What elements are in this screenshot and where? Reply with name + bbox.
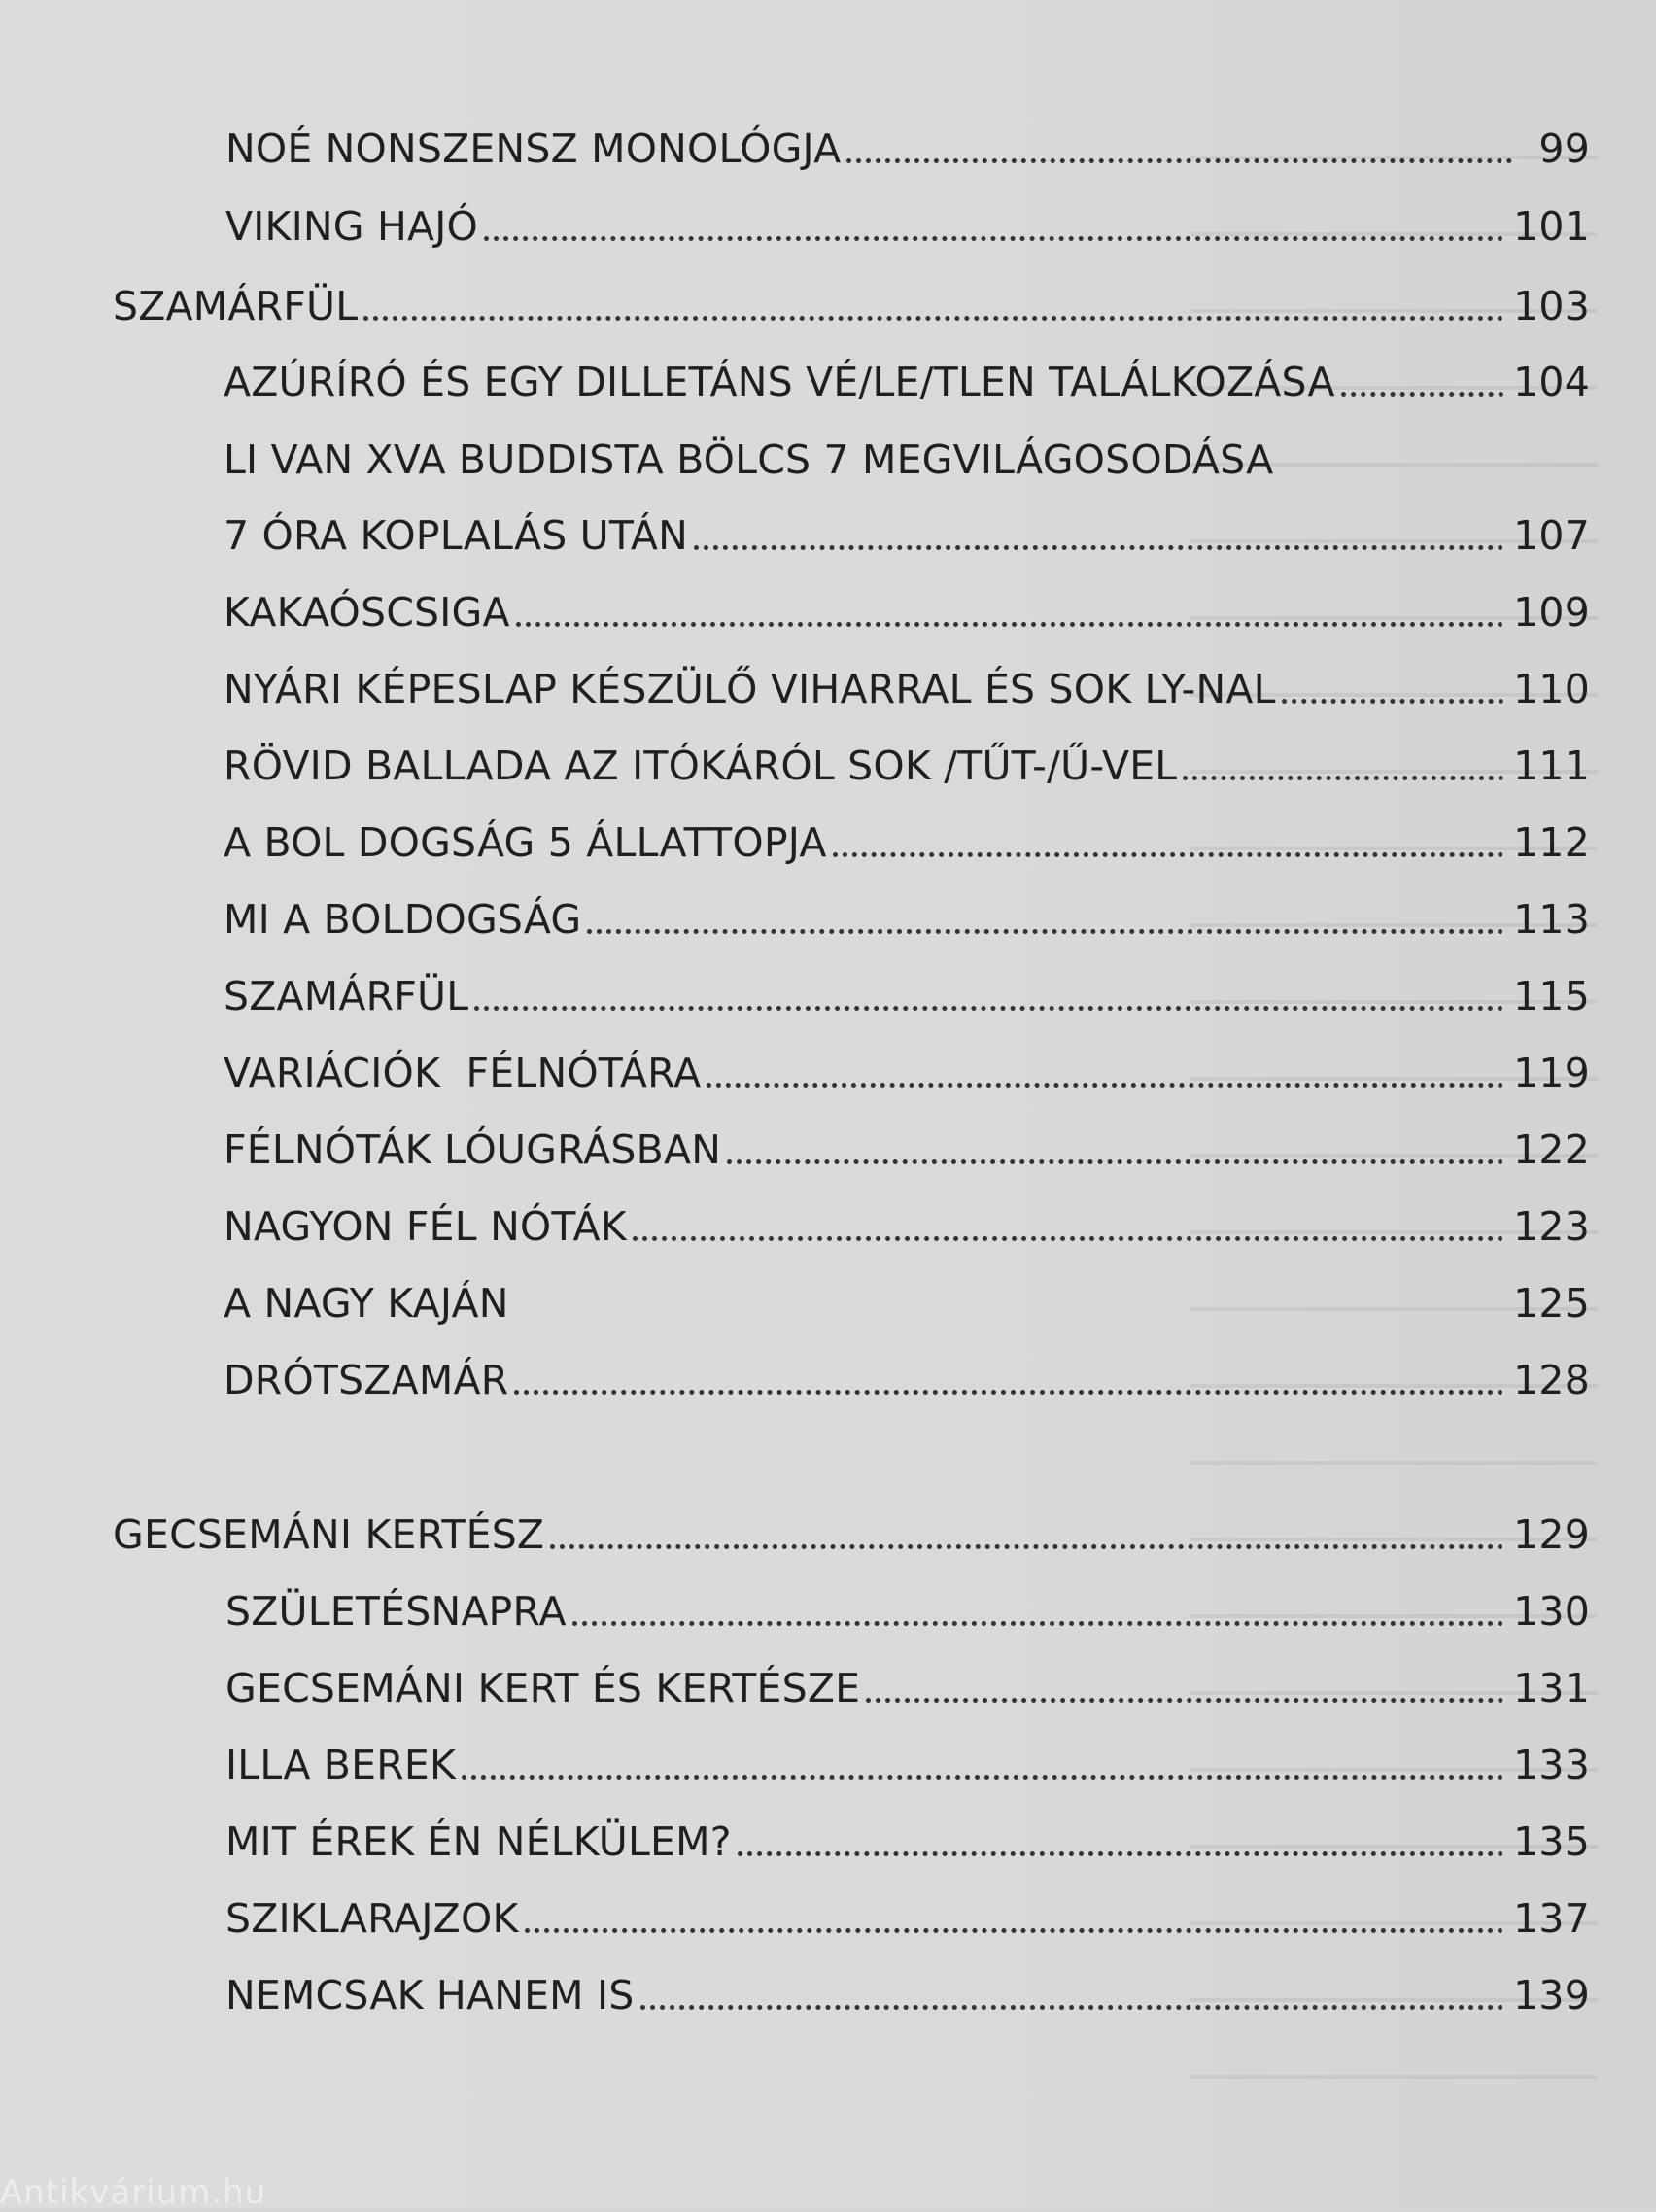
- toc-entry-page: 137: [1513, 1895, 1590, 1942]
- toc-entry-page: 99: [1538, 125, 1590, 172]
- toc-entry-page: 125: [1513, 1280, 1590, 1327]
- toc-entry: [225, 185, 1590, 250]
- toc-entry-title: NOÉ NONSZENSZ MONOLÓGJA: [225, 125, 842, 172]
- toc-entry-title: VARIÁCIÓK FÉLNÓTÁRA: [224, 1050, 702, 1096]
- toc-entry-title: GECSEMÁNI KERT ÉS KERTÉSZE: [225, 1665, 861, 1711]
- toc-entry-page: 130: [1513, 1588, 1590, 1635]
- toc-entry-page: 111: [1513, 743, 1590, 789]
- toc-entry-title: AZÚRÍRÓ ÉS EGY DILLETÁNS VÉ/LE/TLEN TALÁLKOZÁSA: [224, 359, 1335, 405]
- toc-entry-page: 135: [1513, 1818, 1590, 1865]
- toc-entry-title: SZIKLARAJZOK: [225, 1895, 519, 1942]
- toc-entry-title: DRÓTSZAMÁR: [224, 1357, 509, 1403]
- toc-entry-page: 101: [1513, 203, 1590, 250]
- toc-entry-page: 112: [1513, 819, 1590, 866]
- toc-entry-page: 131: [1513, 1665, 1590, 1711]
- dot-leader: [572, 1621, 1503, 1626]
- toc-entry-page: 133: [1513, 1742, 1590, 1788]
- toc-entry: [224, 1031, 1590, 1096]
- toc-entry: [224, 801, 1590, 866]
- dot-leader: [514, 1390, 1503, 1395]
- dot-leader: [462, 1775, 1503, 1780]
- toc-entry: [224, 647, 1590, 712]
- dot-leader: [1183, 776, 1503, 780]
- dot-leader: [633, 1236, 1503, 1241]
- toc-entry-page: 119: [1513, 1050, 1590, 1096]
- toc-entry-page: 122: [1513, 1126, 1590, 1173]
- toc-entry: [225, 1953, 1590, 2019]
- toc-entry-title: NYÁRI KÉPESLAP KÉSZÜLŐ VIHARRAL ÉS SOK LY-NAL: [224, 666, 1276, 712]
- toc-entry-title: RÖVID BALLADA AZ ITÓKÁRÓL SOK /TŰT-/Ű-VEL: [224, 743, 1178, 789]
- toc-entry: [225, 1723, 1590, 1788]
- toc-entry-page: 123: [1513, 1203, 1590, 1250]
- dot-leader: [694, 545, 1503, 550]
- toc-entry: [224, 878, 1590, 943]
- toc-entry: [224, 494, 1590, 559]
- dot-leader: [363, 316, 1503, 321]
- dot-leader: [1282, 699, 1503, 704]
- dot-leader: [707, 1083, 1503, 1088]
- toc-entry-title: VIKING HAJÓ: [225, 203, 479, 250]
- dot-leader: [846, 158, 1512, 163]
- toc-entry-title: GECSEMÁNI KERTÉSZ: [113, 1511, 545, 1558]
- toc-entry-page: 109: [1513, 589, 1590, 636]
- toc-entry: [225, 1877, 1590, 1942]
- toc-entry-title: LI VAN XVA BUDDISTA BÖLCS 7 MEGVILÁGOSODÁSA: [224, 436, 1274, 483]
- toc-entry-page: 107: [1513, 512, 1590, 559]
- toc-entry: [224, 724, 1590, 789]
- dot-leader: [474, 1006, 1503, 1011]
- toc-entry-page: 128: [1513, 1357, 1590, 1403]
- toc-entry-page: 104: [1513, 359, 1590, 405]
- toc-entry-title: NAGYON FÉL NÓTÁK: [224, 1203, 627, 1250]
- toc-entry-page: 139: [1513, 1972, 1590, 2019]
- dot-leader: [587, 929, 1503, 934]
- toc-entry-title: SZAMÁRFÜL: [113, 283, 359, 329]
- dot-leader: [640, 2005, 1504, 2010]
- dot-leader: [738, 1851, 1503, 1856]
- toc-entry-title: NEMCSAK HANEM IS: [225, 1972, 635, 2019]
- toc-entry-page: 113: [1513, 896, 1590, 943]
- toc-entry: [225, 107, 1590, 172]
- toc-entry: [225, 1800, 1590, 1865]
- dot-leader: [525, 1928, 1504, 1933]
- toc-entry-title: 7 ÓRA KOPLALÁS UTÁN: [224, 512, 689, 559]
- toc-entry-title: MI A BOLDOGSÁG: [224, 896, 582, 943]
- toc-entry-page: 103: [1513, 283, 1590, 329]
- dot-leader: [1341, 392, 1503, 397]
- toc-entry: [225, 1646, 1590, 1709]
- toc-entry-title: MIT ÉREK ÉN NÉLKÜLEM?: [225, 1818, 732, 1865]
- toc-entry-page: 110: [1513, 666, 1590, 712]
- toc-entry-page: 115: [1513, 973, 1590, 1020]
- toc-entry-title: SZAMÁRFÜL: [224, 973, 469, 1020]
- toc-entry-title: SZÜLETÉSNAPRA: [225, 1588, 567, 1635]
- toc-entry: [224, 1338, 1590, 1403]
- toc-entry: [224, 1108, 1590, 1173]
- toc-entry: [225, 1570, 1590, 1635]
- toc-entry-title: A NAGY KAJÁN: [224, 1280, 509, 1327]
- toc-entry-title: ILLA BEREK: [225, 1742, 457, 1788]
- dot-leader: [516, 622, 1503, 627]
- watermark: Antikvárium.hu: [0, 2173, 267, 2212]
- toc-section-entry: [113, 264, 1590, 327]
- toc-entry: [224, 1185, 1590, 1250]
- toc-entry: [224, 340, 1590, 405]
- toc-entry: [224, 1262, 1590, 1327]
- dot-leader: [727, 1159, 1503, 1164]
- toc-entry-page: 129: [1513, 1511, 1590, 1558]
- dot-leader: [550, 1544, 1503, 1549]
- dot-leader: [833, 852, 1504, 857]
- toc-entry: [224, 570, 1590, 636]
- toc-entry-title: A BOL DOGSÁG 5 ÁLLATTOPJA: [224, 819, 827, 866]
- toc-entry-title: KAKAÓSCSIGA: [224, 589, 510, 636]
- toc-entry-title: FÉLNÓTÁK LÓUGRÁSBAN: [224, 1126, 722, 1173]
- toc-entry: [224, 954, 1590, 1020]
- dot-leader: [484, 236, 1503, 241]
- toc-section-entry: [113, 1493, 1590, 1558]
- toc-entry: [224, 418, 1590, 483]
- dot-leader: [866, 1698, 1503, 1703]
